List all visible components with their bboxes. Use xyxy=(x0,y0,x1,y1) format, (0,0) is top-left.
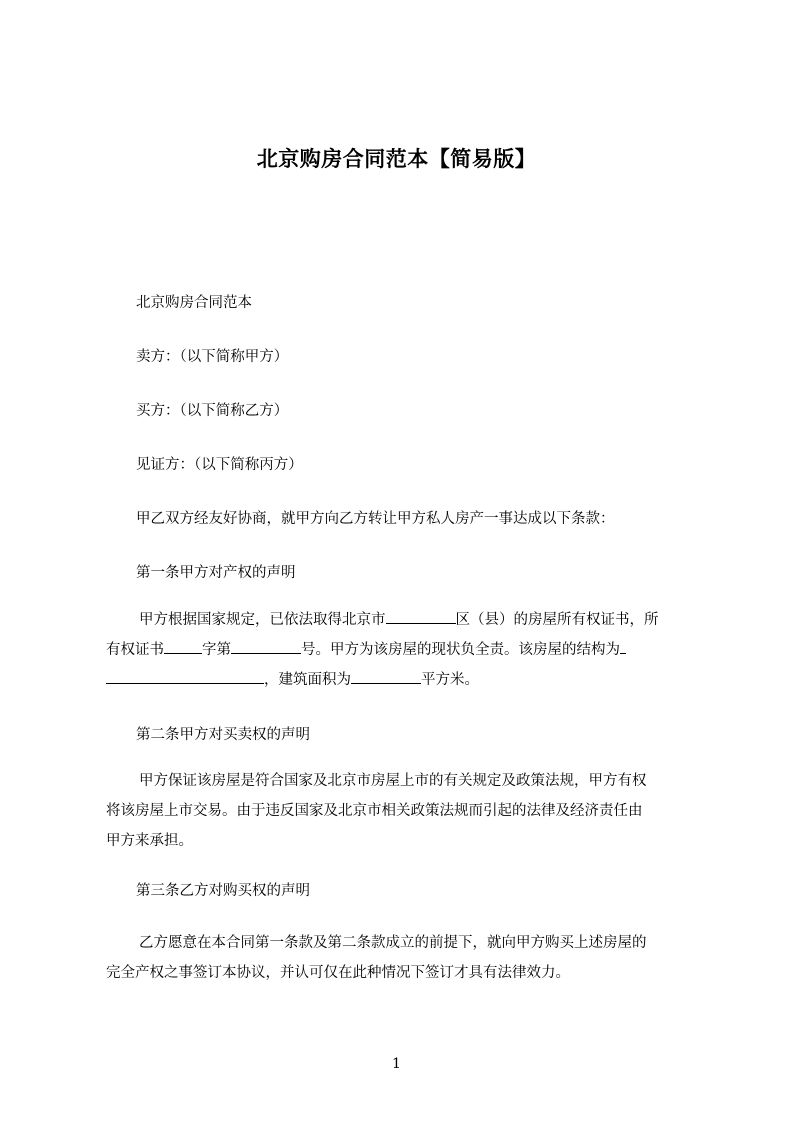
article-3-row-1: 乙方愿意在本合同第一条款及第二条款成立的前提下，就向甲方购买上述房屋的 xyxy=(139,935,647,951)
blank-certificate-number xyxy=(231,639,301,654)
buyer-line: 买方：（以下简称乙方） xyxy=(136,403,289,419)
text-segment: 区（县）的房屋所有权证书，所 xyxy=(455,612,659,628)
article-2-heading: 第二条甲方对买卖权的声明 xyxy=(136,727,310,743)
article-3-heading: 第三条乙方对购买权的声明 xyxy=(136,883,310,899)
article-1-row-1 xyxy=(106,605,716,635)
article-2-paragraph xyxy=(106,766,716,856)
article-2-row-1: 甲方保证该房屋是符合国家及北京市房屋上市的有关规定及政策法规，甲方有权 xyxy=(139,773,647,789)
subtitle: 北京购房合同范本 xyxy=(136,295,252,311)
article-3-row-2: 完全产权之事签订本协议，并认可仅在此种情况下签订才具有法律效力。 xyxy=(106,965,570,981)
witness-line: 见证方：（以下简称丙方） xyxy=(136,457,303,473)
article-3-paragraph xyxy=(106,928,716,988)
text-segment: 平方米。 xyxy=(421,672,479,688)
text-segment: ，建筑面积为 xyxy=(264,672,351,688)
text-segment: 号。甲方为该房屋的现状负全责。该房屋的结构为 xyxy=(301,642,620,658)
article-1-row-2 xyxy=(106,635,716,665)
text-segment: 甲方根据国家规定，已依法取得北京市 xyxy=(139,612,386,628)
seller-line: 卖方：（以下简称甲方） xyxy=(136,349,289,365)
intro-paragraph: 甲乙双方经友好协商，就甲方向乙方转让甲方私人房产一事达成以下条款： xyxy=(136,511,615,527)
text-segment: 有权证书 xyxy=(106,642,164,658)
article-2-row-3: 甲方来承担。 xyxy=(106,833,193,849)
article-1-row-3 xyxy=(106,665,716,695)
blank-structure-continued xyxy=(106,669,264,684)
text-segment: 字第 xyxy=(202,642,231,658)
blank-district xyxy=(386,609,456,624)
blank-certificate-prefix xyxy=(164,639,202,654)
blank-area xyxy=(351,669,421,684)
blank-structure xyxy=(620,639,626,654)
page-number: 1 xyxy=(392,1056,401,1072)
article-2-row-2: 将该房屋上市交易。由于违反国家及北京市相关政策法规而引起的法律及经济责任由 xyxy=(106,803,643,819)
article-1-paragraph xyxy=(106,605,716,695)
article-1-heading: 第一条甲方对产权的声明 xyxy=(136,565,296,581)
document-title: 北京购房合同范本【简易版】 xyxy=(256,147,537,171)
